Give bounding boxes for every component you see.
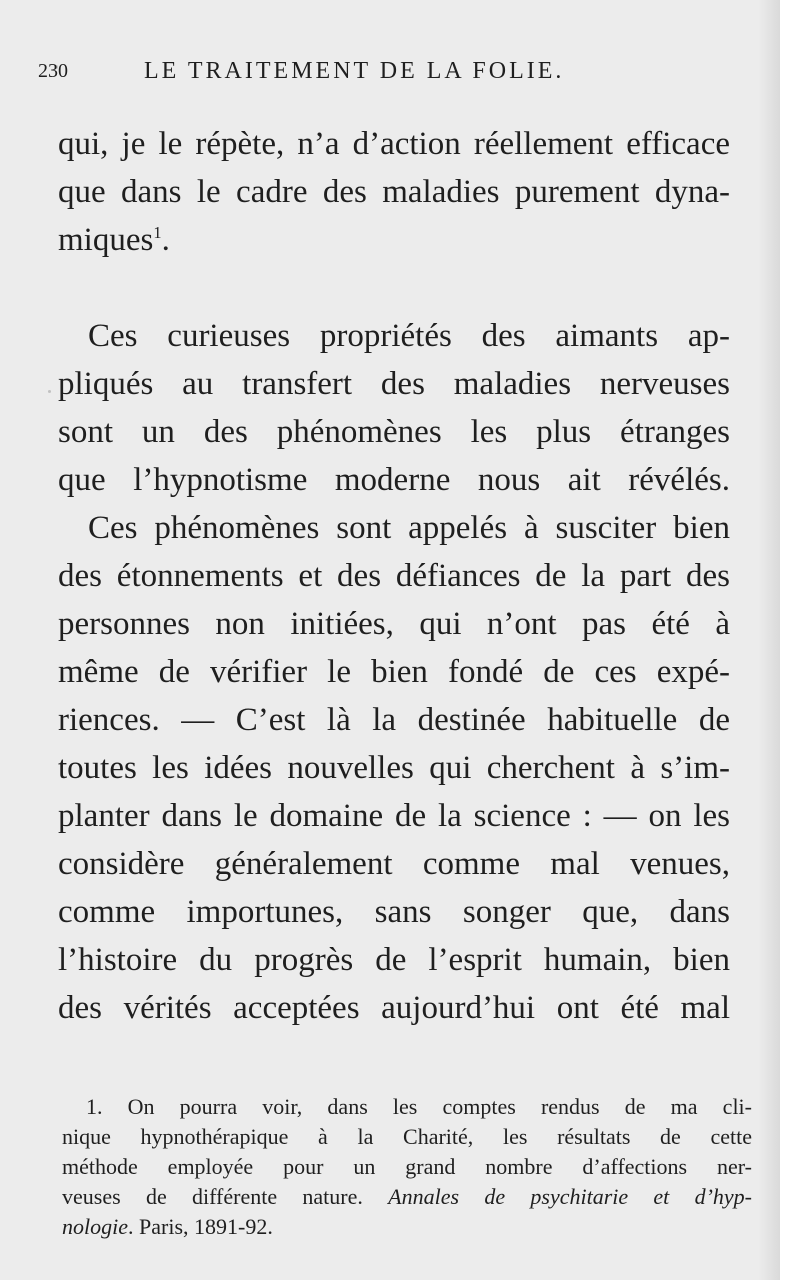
running-head: LE TRAITEMENT DE LA FOLIE.: [144, 58, 565, 84]
text-line: sont un des phénomènes les plus étranges: [58, 414, 730, 450]
journal-title-end: nologie: [62, 1214, 128, 1239]
footnote-text: veuses de différente nature.: [62, 1184, 363, 1209]
text-line: qui, je le répète, n’a d’action réellement efficace: [58, 126, 730, 162]
journal-title: Annales de psychitarie et d’hyp-: [388, 1184, 753, 1209]
footnote-line: [62, 1212, 752, 1242]
text-line: comme importunes, sans songer que, dans: [58, 894, 730, 930]
print-speck: [54, 65, 58, 69]
footnote-marker: 1: [153, 223, 162, 242]
text-line: pliqués au transfert des maladies nerveuses: [58, 366, 730, 402]
text-line: considère généralement comme mal venues,: [58, 846, 730, 882]
text-line: riences. — C’est là la destinée habituelle de: [58, 702, 730, 738]
text-line: l’histoire du progrès de l’esprit humain, bien: [58, 942, 730, 978]
main-text-block: [58, 120, 730, 264]
footnote-line: nique hypnothérapique à la Charité, les résultats de cette: [62, 1124, 752, 1149]
text-line: Ces curieuses propriétés des aimants ap-: [88, 318, 730, 354]
footnote-line: [62, 1182, 752, 1212]
page-number: 230: [38, 60, 68, 82]
text-fragment: miques: [58, 222, 154, 258]
footnote-block: [62, 1092, 752, 1242]
text-line: des étonnements et des défiances de la part des: [58, 558, 730, 594]
text-line: que dans le cadre des maladies purement dyna-: [58, 174, 730, 210]
footnote-line: méthode employée pour un grand nombre d’affections ner-: [62, 1154, 752, 1179]
text-line: personnes non initiées, qui n’ont pas été à: [58, 606, 730, 642]
text-line: des vérités acceptées aujourd’hui ont été mal: [58, 990, 730, 1026]
text-line: Ces phénomènes sont appelés à susciter bien: [88, 510, 730, 546]
page-header: [38, 54, 688, 88]
text-fragment: .: [161, 222, 170, 258]
footnote-line: 1. On pourra voir, dans les comptes rendus de ma cli-: [86, 1094, 752, 1119]
text-line: toutes les idées nouvelles qui cherchent à s’im-: [58, 750, 730, 786]
text-line: [58, 216, 730, 264]
publication-details: . Paris, 1891-92.: [128, 1214, 273, 1239]
text-line: même de vérifier le bien fondé de ces expé-: [58, 654, 730, 690]
paragraph-three: [58, 504, 730, 1032]
print-speck: [48, 390, 51, 393]
paragraph-two: [58, 312, 730, 504]
text-line: que l’hypnotisme moderne nous ait révélés.: [58, 462, 730, 498]
text-line: planter dans le domaine de la science : — on les: [58, 798, 730, 834]
